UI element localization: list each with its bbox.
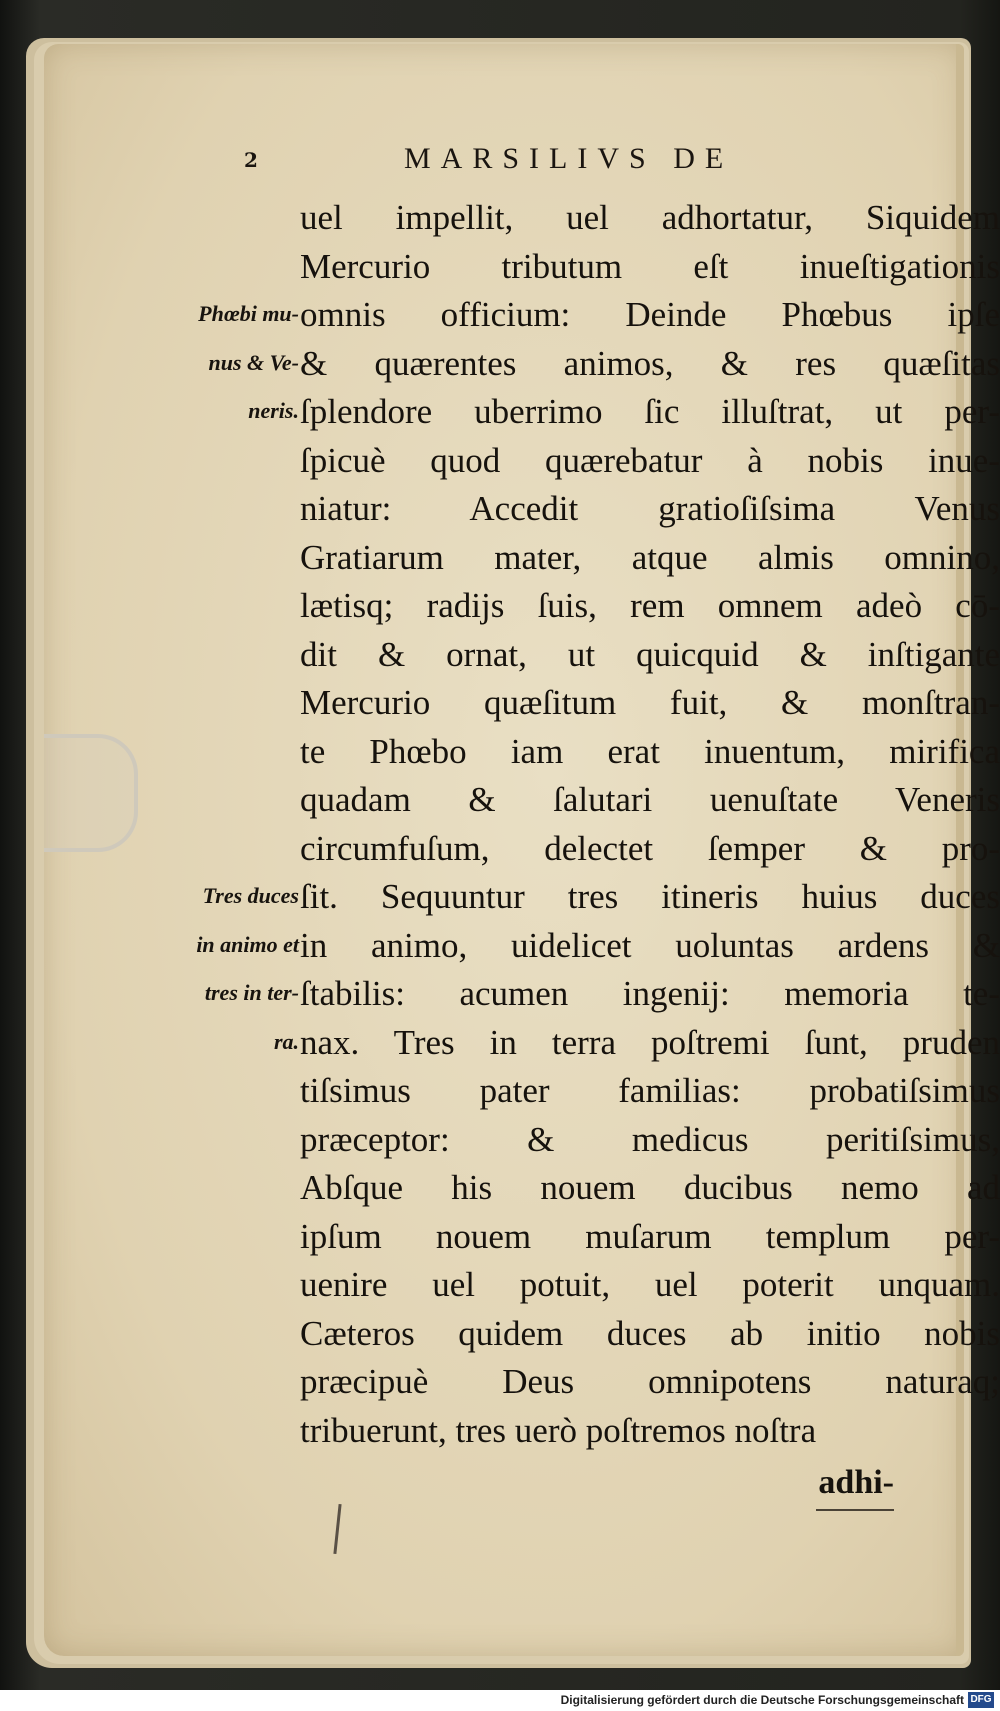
text-line: Mercurio quæſitum fuit, & monſtran- [300,683,1000,722]
margin-note: tres in ter- [204,980,299,1005]
text-line: Abſque his nouem ducibus nemo ad [300,1168,1000,1207]
text-line: præceptor: & medicus peritiſsimus, [300,1119,1000,1159]
text-line: in animo, uidelicet uoluntas ardens & [300,925,1000,965]
running-head: MARSILIVS DE [404,142,734,175]
margin-note: ra. [273,1028,299,1054]
page-number: 2 [244,148,258,172]
margin-note: nus & Ve- [208,349,299,375]
page-header [244,142,864,182]
text-line: Mercurio tributum eſt inueſtigationis [300,246,1000,286]
text-line: ſit. Sequuntur tres itineris huius duces [300,877,1000,916]
footer-credit: Digitalisierung gefördert durch die Deutsche Forschungsgemeinschaft [560,1693,964,1707]
text-line: tribuerunt, tres uerò poſtremos noſtra [300,1410,817,1450]
text-line: ſplendore uberrimo ſic illuſtrat, ut per- [300,392,1000,431]
catchword: adhi- [818,1464,894,1501]
text-line: circumfuſum, delectet ſemper & pro- [300,828,1000,868]
text-line: ipſum nouem muſarum templum per- [300,1216,1000,1256]
pencil-mark [333,1504,341,1554]
text-line: omnis officium: Deinde Phœbus ipſe [300,295,1000,334]
dfg-logo: DFG [968,1692,994,1708]
text-line: ſtabilis: acumen ingenij: memoria te- [300,974,1000,1013]
text-line: tiſsimus pater familias: probatiſsimus [300,1071,1000,1110]
digitization-footer [0,1690,1000,1711]
text-line: & quærentes animos, & res quæſitas [300,343,1000,383]
margin-note: Tres duces [202,883,299,908]
margin-note: in animo et [196,931,299,957]
text-line: lætisq; radijs ſuis, rem omnem adeò cō- [300,586,1000,625]
text-line: nax. Tres in terra poſtremi ſunt, pruden [300,1022,1000,1062]
body-text-block [300,194,1000,1455]
catchword-underline [816,1509,894,1511]
text-line: niatur: Accedit gratioſiſsima Venus [300,489,1000,528]
text-line: Gratiarum mater, atque almis omnino, [300,537,1000,577]
text-line: dit & ornat, ut quicquid & inſtigante [300,634,1000,674]
text-line: præcipuè Deus omnipotens naturaq; [300,1362,1000,1401]
page-clip [44,734,138,852]
book-page [44,44,1000,1656]
margin-note: Phœbi mu- [198,301,299,326]
text-line: Cæteros quidem duces ab initio nobis [300,1313,1000,1353]
margin-note: neris. [248,398,299,423]
text-line: ſpicuè quod quærebatur à nobis inue- [300,440,1000,480]
text-line: te Phœbo iam erat inuentum, mirifica [300,731,1000,771]
text-line: uenire uel potuit, uel poterit unquam. [300,1265,1000,1304]
text-line: uel impellit, uel adhortatur, Siquidem [300,198,1000,237]
text-line: quadam & ſalutari uenuſtate Veneris [300,780,1000,819]
